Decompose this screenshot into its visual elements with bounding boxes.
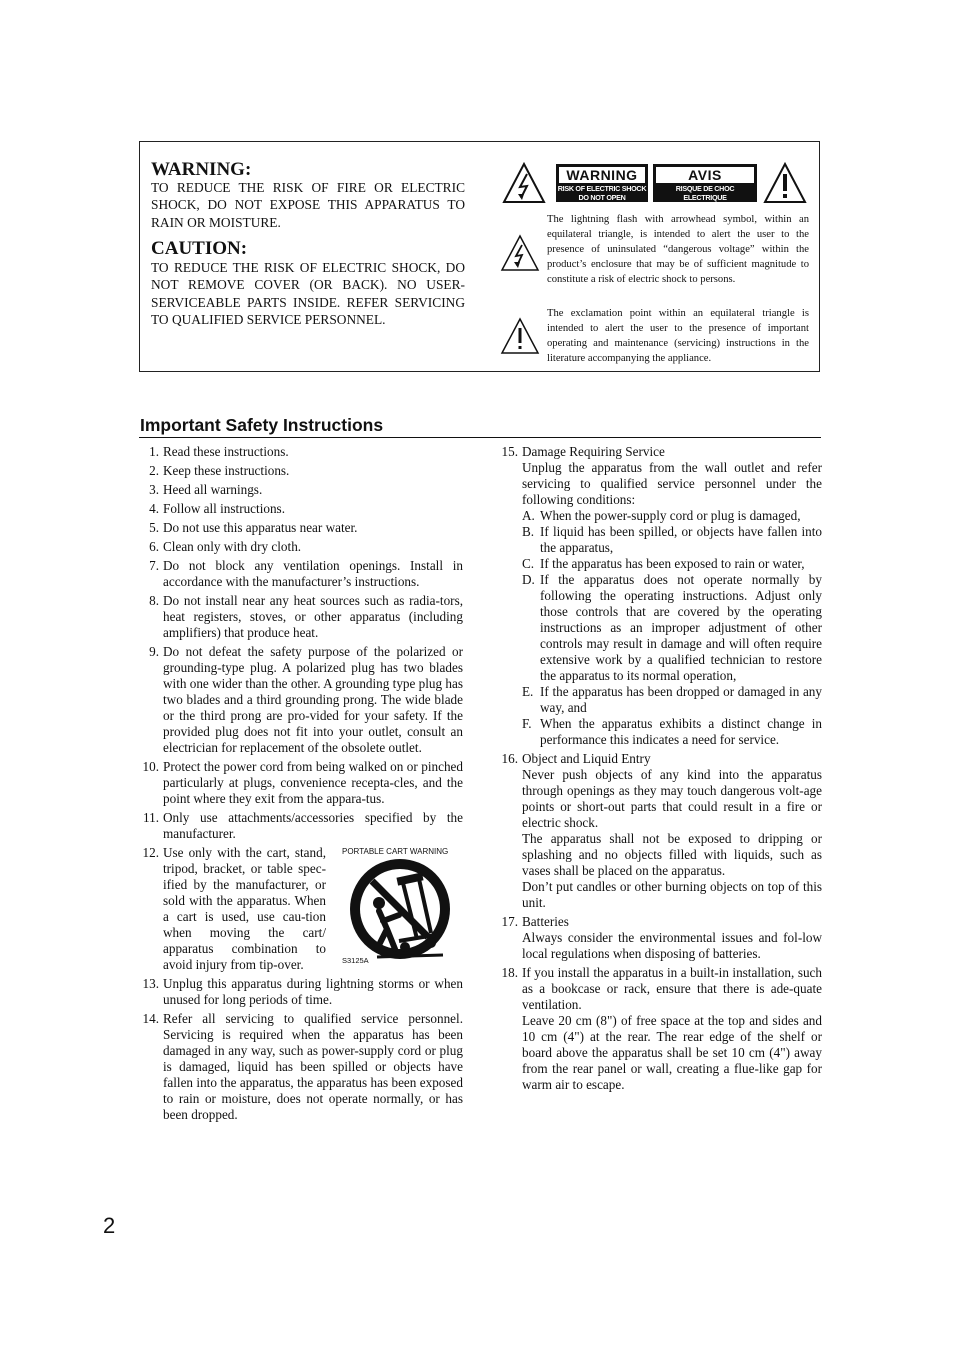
- item-text: Refer all servicing to qualified service personnel. Servicing is required when the apparatus has been damaged in any way, such as power-supply cord or plug is damaged, liquid has been spilled or objects have fallen into the apparatus, the apparatus has been exposed to rain or moisture, does not operate normally, or has been dropped.: [163, 1011, 463, 1122]
- item-number: 6.: [149, 539, 159, 554]
- sub-letter: A.: [522, 508, 535, 523]
- list-item: [140, 593, 463, 641]
- item-number: 2.: [149, 463, 159, 478]
- sub-letter: C.: [522, 556, 535, 571]
- warning-label-sub1: RISK OF ELECTRIC SHOCK: [557, 184, 647, 193]
- sub-item: [522, 524, 822, 556]
- list-item: [140, 539, 463, 555]
- item-number: 17.: [501, 914, 518, 929]
- warning-label-sub2: DO NOT OPEN: [578, 193, 626, 202]
- item-body: The apparatus shall not be exposed to dripping or splashing and no objects filled with liquids, such as vases shall be placed on the apparatus.: [522, 831, 822, 878]
- list-item: [497, 965, 822, 1093]
- lightning-description: The lightning flash with arrowhead symbol, within an equilateral triangle, is intended to alert the user to the presence of uninsulated “dangerous voltage” within the product’s enclosure that may be of sufficient magnitude to constitute a risk of electric shock to persons.: [547, 214, 809, 285]
- sub-letter: F.: [522, 716, 532, 731]
- list-item: [140, 520, 463, 536]
- item-number: 8.: [149, 593, 159, 608]
- list-item: [140, 1011, 463, 1123]
- item-text: Do not use this apparatus near water.: [163, 520, 358, 535]
- item-text: Read these instructions.: [163, 444, 289, 459]
- item-number: 13.: [142, 976, 159, 991]
- item-text: Follow all instructions.: [163, 501, 285, 516]
- lightning-triangle-icon: [502, 162, 546, 204]
- item-text: Protect the power cord from being walked on or pinched particularly at plugs, convenience recepta-cles, and the point where they exit from the appara-tus.: [163, 759, 463, 806]
- warning-text: TO REDUCE THE RISK OF FIRE OR ELECTRIC SHOCK, DO NOT EXPOSE THIS APPARATUS TO RAIN OR MOISTURE.: [151, 180, 465, 230]
- section-title: Important Safety Instructions: [140, 415, 384, 435]
- item-number: 1.: [149, 444, 159, 459]
- warning-label: [556, 164, 648, 202]
- item-text: Unplug this apparatus during lightning storms or when unused for long periods of time.: [163, 976, 463, 1007]
- item-body: Leave 20 cm (8") of free space at the top and sides and 10 cm (4") at the rear. The rear edge of the shelf or board above the apparatus shall be set 10 cm (4") away from the rear panel or wall, creating a flue-like gap for warm air to escape.: [522, 1013, 822, 1092]
- avis-label-title: AVIS: [656, 167, 754, 183]
- cart-warning-caption: PORTABLE CART WARNING: [342, 847, 449, 856]
- exclamation-description: The exclamation point within an equilateral triangle is intended to alert the user to the presence of important operating and maintenance (servicing) instructions in the literature accompanying the appliance.: [547, 308, 809, 364]
- item-body: Don’t put candles or other burning objects on top of this unit.: [522, 879, 822, 910]
- item-title: Batteries: [522, 914, 569, 929]
- item-number: 4.: [149, 501, 159, 516]
- item-text: Do not install near any heat sources such as radia-tors, heat registers, stoves, or other apparatus (including amplifiers) that produce heat.: [163, 593, 463, 640]
- exclamation-symbol-icon: [500, 317, 540, 355]
- warning-box: [139, 141, 820, 372]
- avis-label-sub2: NE PAS OUVRIR: [678, 202, 732, 211]
- sub-text: When the apparatus exhibits a distinct change in performance this indicates a need for service.: [540, 716, 822, 747]
- item-title: Damage Requiring Service: [522, 444, 665, 459]
- item-text: Do not block any ventilation openings. Install in accordance with the manufacturer’s instructions.: [163, 558, 463, 589]
- sub-text: When the power-supply cord or plug is damaged,: [540, 508, 801, 523]
- sub-item: [522, 508, 822, 524]
- caution-text: TO REDUCE THE RISK OF ELECTRIC SHOCK, DO NOT REMOVE COVER (OR BACK). NO USER-SERVICEABLE PARTS INSIDE. REFER SERVICING TO QUALIFIED SERVICE PERSONNEL.: [151, 260, 465, 328]
- cart-tip-over-icon: [347, 859, 453, 965]
- item-number: 7.: [149, 558, 159, 573]
- section-divider: [139, 437, 821, 438]
- list-item: [140, 463, 463, 479]
- avis-label-sub1: RISQUE DE CHOC ELECTRIQUE: [675, 184, 735, 202]
- item-title: Object and Liquid Entry: [522, 751, 651, 766]
- sub-letter: B.: [522, 524, 535, 539]
- list-item: [140, 976, 463, 1008]
- left-column: [140, 444, 463, 1126]
- item-text: Keep these instructions.: [163, 463, 290, 478]
- sub-item: [522, 716, 822, 748]
- page-number: 2: [103, 1213, 116, 1238]
- sub-item: [522, 556, 822, 572]
- exclamation-triangle-icon: [763, 162, 807, 204]
- item-body: Never push objects of any kind into the apparatus through openings as they may touch dangerous volt-age points or short-out parts that could result in a fire or electric shock.: [522, 767, 822, 830]
- list-item: [140, 444, 463, 460]
- right-column: [497, 444, 822, 1096]
- item-number: 15.: [501, 444, 518, 459]
- warning-heading: WARNING:: [151, 159, 252, 180]
- item-number: 9.: [149, 644, 159, 659]
- item-body: Unplug the apparatus from the wall outlet and refer servicing to qualified service personnel under the following conditions:: [522, 460, 822, 507]
- item-number: 5.: [149, 520, 159, 535]
- list-item: [497, 444, 822, 748]
- caution-heading: CAUTION:: [151, 238, 248, 259]
- list-item: [140, 558, 463, 590]
- item-text: Do not defeat the safety purpose of the polarized or grounding-type plug. A polarized plug has two blades with one wider than the other. A grounding type plug has two blades and a third grounding prong. The wide blade or the third prong are pro-vided for your safety. If the provided plug does not fit into your outlet, consult an electrician for replacement of the obsolete outlet.: [163, 644, 463, 755]
- item-text: Only use attachments/accessories specified by the manufacturer.: [163, 810, 463, 841]
- sub-text: If the apparatus has been exposed to rain or water,: [540, 556, 805, 571]
- item-number: 16.: [501, 751, 518, 766]
- sub-letter: E.: [522, 684, 534, 699]
- item-text: Clean only with dry cloth.: [163, 539, 302, 554]
- list-item: [140, 501, 463, 517]
- sub-text: If the apparatus has been dropped or damaged in any way, and: [540, 684, 822, 715]
- item-title: If you install the apparatus in a built-in installation, such as a bookcase or rack, ensure that there is ade-quate ventilation.: [522, 965, 822, 1012]
- sub-text: If the apparatus does not operate normally by following the operating instructions. Adjust only those controls that are covered by the operating instructions as an improper adjustment of other controls may result in damage and will often require extensive work by a qualified technician to restore the apparatus to its normal operation,: [540, 572, 822, 683]
- list-item: [140, 759, 463, 807]
- list-item: [497, 914, 822, 962]
- item-body: Always consider the environmental issues and fol-low local regulations when disposing of batteries.: [522, 930, 822, 961]
- sub-text: If liquid has been spilled, or objects have fallen into the apparatus,: [540, 524, 822, 555]
- list-item: [140, 644, 463, 756]
- list-item: [140, 845, 463, 973]
- sub-letter: D.: [522, 572, 535, 587]
- item-text: Use only with the cart, stand, tripod, bracket, or table spec-ified by the manufacturer, or sold with the apparatus. When a cart is used, use cau-tion when moving the cart/ apparatus combination to avoid injury from tip-over.: [163, 845, 326, 972]
- warning-label-title: WARNING: [559, 167, 645, 183]
- lightning-symbol-icon: [500, 234, 540, 272]
- sub-item: [522, 572, 822, 684]
- item-number: 14.: [142, 1011, 159, 1026]
- list-item: [140, 810, 463, 842]
- item-number: 12.: [142, 845, 159, 860]
- item-number: 11.: [143, 810, 159, 825]
- item-number: 10.: [142, 759, 159, 774]
- list-item: [497, 751, 822, 911]
- item-number: 18.: [501, 965, 518, 980]
- avis-label: [653, 164, 757, 211]
- cart-code: S3125A: [342, 956, 369, 965]
- list-item: [140, 482, 463, 498]
- item-number: 3.: [149, 482, 159, 497]
- item-text: Heed all warnings.: [163, 482, 263, 497]
- sub-item: [522, 684, 822, 716]
